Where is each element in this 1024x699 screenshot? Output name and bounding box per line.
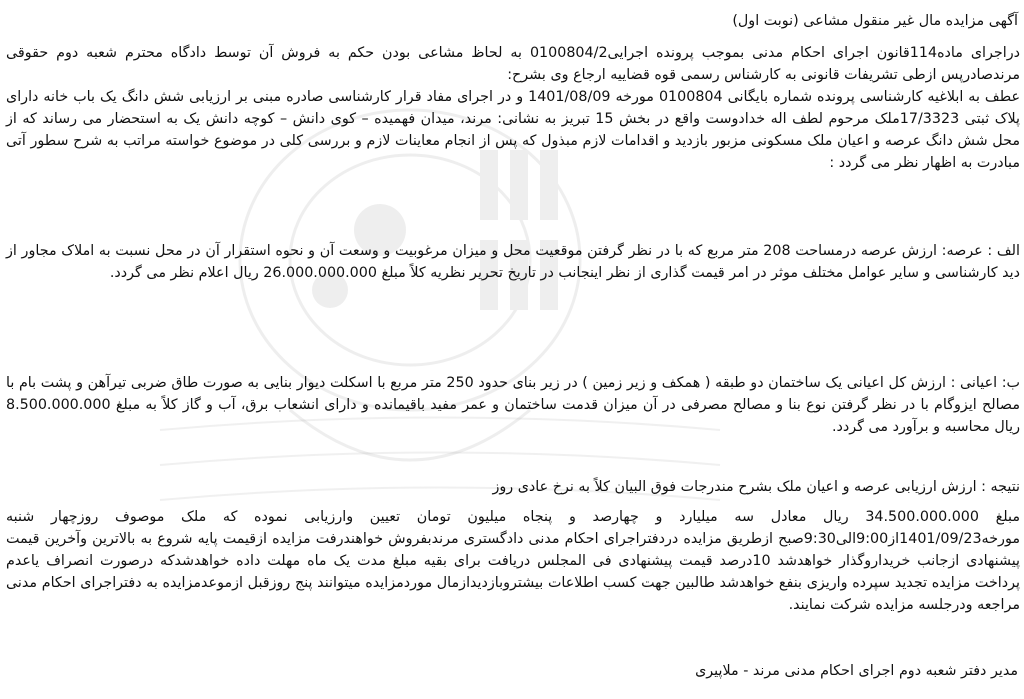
expert-report-paragraph: عطف به ابلاغیه کارشناسی پرونده شماره بایگانی 0100804 مورخه 1401/08/09 و در اجرای مفاد قرار کارشناسی صادره مبنی بر ارزیابی شش دانگ یک باب خانه دارای پلاک ثبتی 17/3323ملک مرحوم لطف اله خدادوست واقع در بخش 15 تبریز به نشانی: مرند، میدان فهمیده – کوی دانش – کوچه دانش یک به استحضار می رساند که از محل شش دانگ عرصه و اعیان ملک مسکونی مزبور بازدید و اقدامات لازم مبذول که پس از انجام معاینات لازم و بررسی کلی در موضوع خواسته مراتب به شرح سطور آتی مبادرت به اظهار نظر می گردد :: [6, 89, 1020, 171]
building-valuation-paragraph: ب: اعیانی : ارزش کل اعیانی یک ساختمان دو طبقه ( همکف و زیر زمین ) در زیر بنای حدود 250 متر مربع با اسکلت دیوار بنایی به صورت طاق ضربی تیرآهن و پشت بام با مصالح ایزوگام با در نظر گرفتن نوع بنا و مصالح مصرفی در آن میزان قدمت ساختمان و عمر مفید باقیمانده و دارای انشعاب برق، آب و گاز کلاً به مبلغ 8.500.000.000 ریال محاسبه و برآورد می گردد.: [6, 375, 1020, 435]
signature-line: مدیر دفتر شعبه دوم اجرای احکام مدنی مرند - ملاپیری: [695, 663, 1018, 679]
auction-terms-paragraph: مبلغ 34.500.000.000 ریال معادل سه میلیارد و چهارصد و پنجاه میلیون تومان تعیین وارزیابی نموده که ملک موصوف روزچهار شنبه مورخه1401/09/23از9:00الی9:30صبح ازطریق مزایده دردفتراجرای احکام مدنی دادگستری مرندبفروش خواهندرفت مزایده ازقیمت پایه شروع به بالاترین وآخرین قیمت پیشنهادی ازجانب خریداروگذار خواهدشد 10درصد قیمت پیشنهادی فی المجلس دریافت برای بقیه مبلغ مدت یک ماه مهلت داده خواهدشدکه درصورت انصراف یاعدم پرداخت مزایده تجدید سپرده واریزی بنفع خواهدشد طالبین جهت کسب اطلاعات بیشتروبازدیدازمال موردمزایده میتوانند پنج روزقبل ازموعدمزایده به دفتراجرای احکام مدنی مراجعه ودرجلسه مزایده شرکت نمایند.: [6, 509, 1020, 613]
result-paragraph: نتیجه : ارزش ارزیابی عرصه و اعیان ملک بشرح مندرجات فوق البیان کلاً به نرخ عادی روز: [492, 479, 1020, 495]
intro-paragraph: دراجرای ماده114قانون اجرای احکام مدنی بموجب پرونده اجرایی0100804/2 به لحاظ مشاعی بودن حکم به فروش آن توسط دادگاه محترم شعبه دوم حقوقی مرندصادرپس ازطی تشریفات قانونی به کارشناس رسمی قوه قضاییه ارجاع وی بشرح:: [6, 45, 1020, 83]
notice-title: آگهی مزایده مال غیر منقول مشاعی (نوبت اول): [732, 13, 1018, 29]
land-valuation-paragraph: الف : عرصه: ارزش عرصه درمساحت 208 متر مربع که با در نظر گرفتن موقعیت محل و میزان مرغوبیت و وسعت آن و نحوه استقرار آن در محل نسبت به املاک مجاور از دید کارشناسی و سایر عوامل مختلف موثر در امر قیمت گذاری از نظر اینجانب در تاریخ تحریر نظریه کلاً مبلغ 26.000.000.000 ریال اعلام نظر می گردد.: [6, 243, 1021, 281]
